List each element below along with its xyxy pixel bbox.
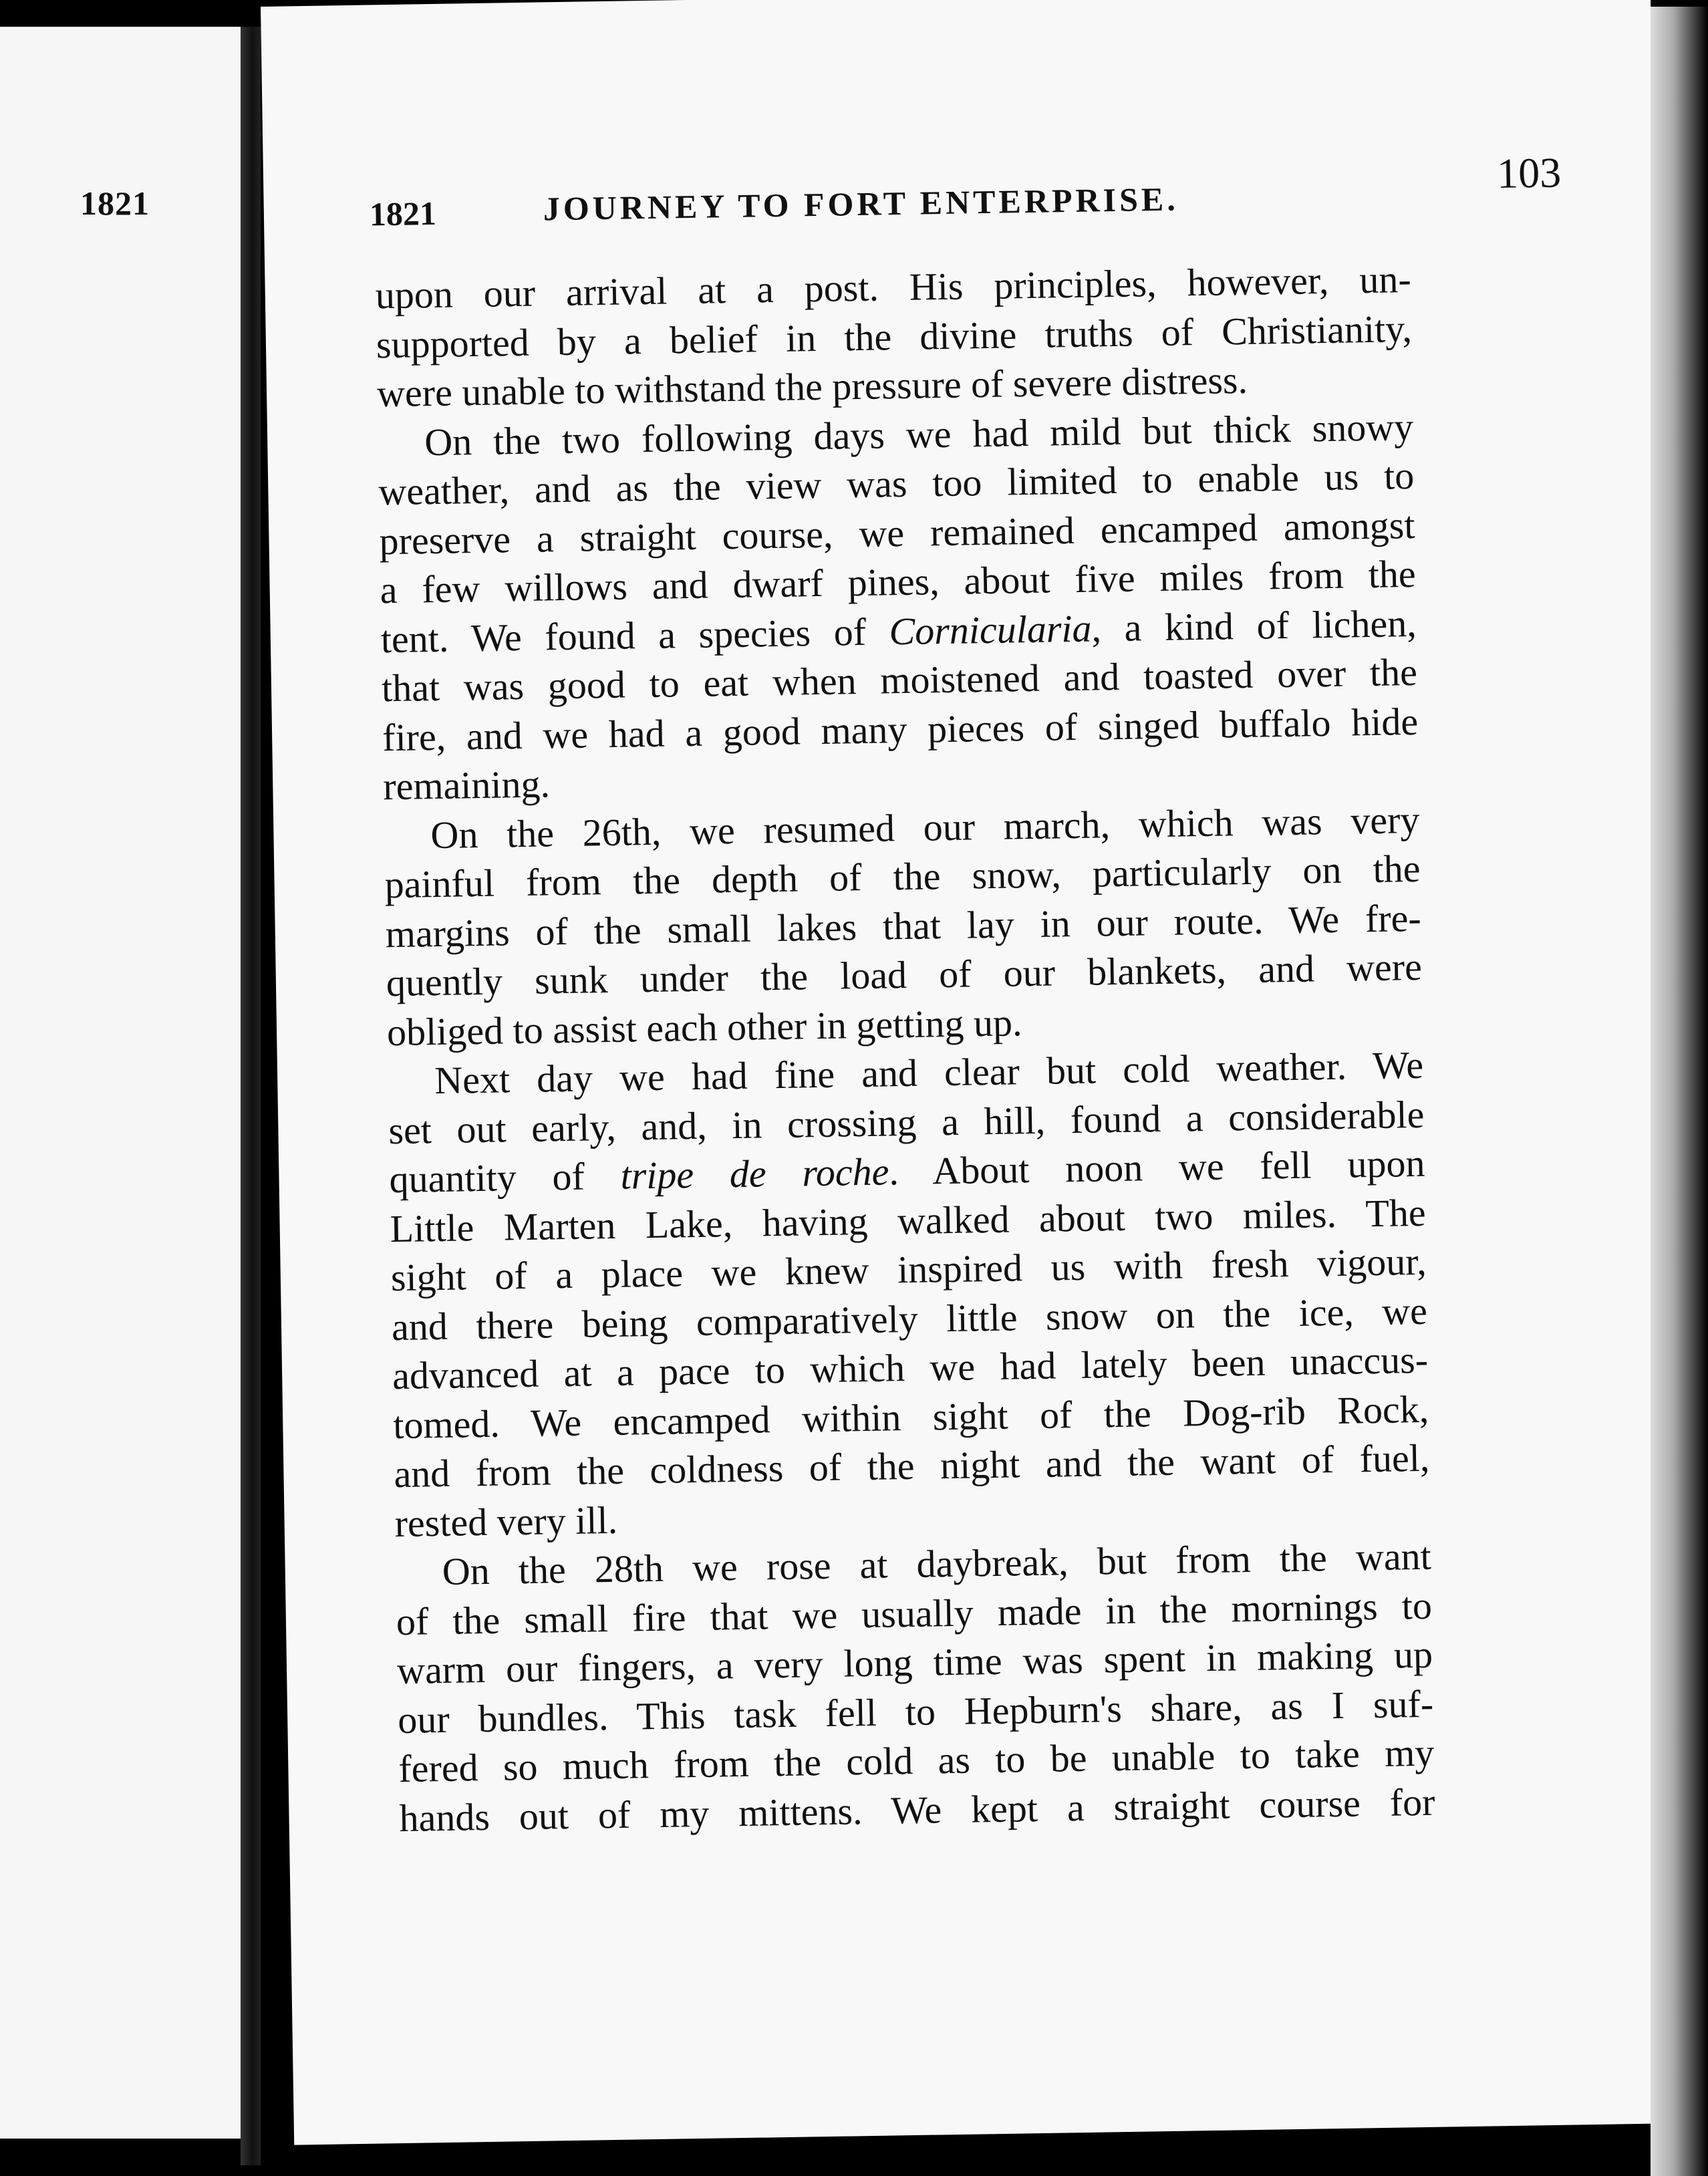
body-line: painful from the depth of the snow, particularly on the: [384, 846, 1421, 907]
page-number: 103: [1496, 148, 1562, 197]
right-page: [261, 0, 1684, 2145]
body-line: of the small fire that we usually made in the mornings to: [396, 1583, 1433, 1643]
body-text: [375, 255, 1435, 1843]
left-page: [0, 27, 241, 2139]
body-line: advanced at a pace to which we had lately been unaccus-: [392, 1337, 1429, 1398]
running-head: [369, 148, 1599, 246]
body-line: warm our fingers, a very long time was spent in making up: [396, 1632, 1433, 1693]
body-line: rested very ill.: [394, 1498, 618, 1545]
body-line: that was good to eat when moistened and toasted over the: [381, 650, 1418, 710]
body-line: our bundles. This task fell to Hepburn's share, as I suf-: [397, 1681, 1434, 1742]
body-line: Next day we had fine and clear but cold weather. We: [434, 1043, 1424, 1103]
running-head-year: 1821: [369, 194, 437, 233]
book-gutter: [241, 27, 261, 2165]
body-line: were unable to withstand the pressure of severe distress.: [376, 358, 1248, 416]
body-line: sight of a place we knew inspired us with fresh vigour,: [390, 1239, 1427, 1300]
body-line: fered so much from the cold as to be unable to take my: [398, 1730, 1435, 1791]
body-line: tent. We found a species of Cornicularia, a kind of lichen,: [380, 601, 1417, 661]
body-line: fire, and we had a good many pieces of singed buffalo hide: [382, 699, 1419, 759]
body-line: and from the coldness of the night and the want of fuel,: [394, 1436, 1430, 1496]
body-line: preserve a straight course, we remained encamped amongst: [379, 503, 1415, 563]
body-line: upon our arrival at a post. His principles, however, un-: [375, 257, 1412, 317]
body-line: a few willows and dwarf pines, about five miles from the: [380, 551, 1417, 612]
body-line: set out early, and, in crossing a hill, found a considerable: [388, 1092, 1425, 1152]
body-line: quantity of tripe de roche. About noon we fell upon: [389, 1141, 1425, 1202]
body-line: On the 26th, we resumed our march, which was very: [430, 797, 1420, 857]
body-line: Little Marten Lake, having walked about two miles. The: [390, 1190, 1427, 1250]
body-line: and there being comparatively little snow on the ice, we: [391, 1288, 1428, 1349]
body-line: remaining.: [382, 762, 551, 809]
body-line: supported by a belief in the divine truths of Christianity,: [376, 306, 1413, 366]
body-line: quently sunk under the load of our blankets, and were: [386, 944, 1423, 1005]
body-line: On the 28th we rose at daybreak, but from the want: [442, 1534, 1432, 1594]
body-line: hands out of my mittens. We kept a straight course for: [399, 1780, 1435, 1840]
page-edge: [1651, 7, 1708, 2176]
body-line: On the two following days we had mild but thick snowy: [424, 404, 1414, 464]
left-page-header-year: 1821: [80, 184, 150, 222]
body-line: tomed. We encamped within sight of the Dog-rib Rock,: [392, 1387, 1429, 1447]
body-line: obliged to assist each other in getting up.: [386, 1000, 1022, 1054]
body-line: weather, and as the view was too limited to enable us to: [378, 453, 1415, 514]
running-head-title: JOURNEY TO FORT ENTERPRISE.: [543, 180, 1179, 228]
body-line: margins of the small lakes that lay in our route. We fre-: [385, 896, 1422, 956]
